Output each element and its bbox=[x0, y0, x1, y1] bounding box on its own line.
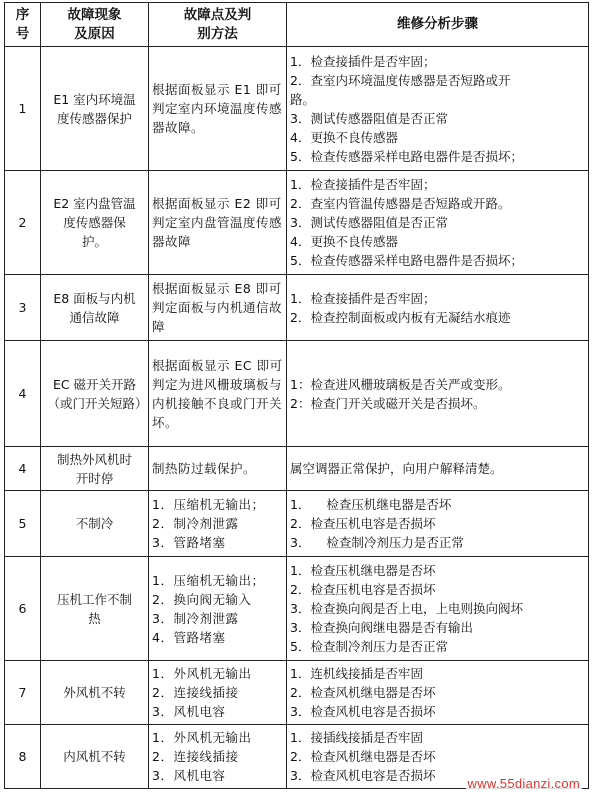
site-watermark: www.55dianzi.com bbox=[467, 776, 580, 791]
judge-line: 2．连接线插接 bbox=[152, 749, 239, 764]
row-symptom: 压机工作不制热 bbox=[41, 557, 149, 661]
row-judge: 根据面板显示 E2 即可判定室内盘管温度传感器故障 bbox=[149, 171, 287, 275]
step-line: 2．查室内环境温度传感器是否短路或开 bbox=[290, 72, 511, 88]
row-symptom: E8 面板与内机通信故障 bbox=[41, 275, 149, 341]
judge-line: 2．连接线插接 bbox=[152, 685, 239, 700]
row-judge: 根据面板显示 E1 即可判定室内环境温度传感器故障。 bbox=[149, 47, 287, 171]
table-row bbox=[5, 171, 589, 275]
row-judge bbox=[149, 557, 287, 661]
header-symptom: 故障现象及原因 bbox=[41, 3, 149, 47]
row-number: 4 bbox=[5, 447, 41, 491]
row-judge bbox=[149, 661, 287, 725]
judge-line: 1．外风机无输出 bbox=[152, 666, 252, 681]
row-symptom: 外风机不转 bbox=[41, 661, 149, 725]
row-judge: 制热防过载保护。 bbox=[149, 447, 287, 491]
step-line: 3．检查风机电容是否损坏 bbox=[290, 704, 436, 719]
table-row bbox=[5, 275, 589, 341]
row-judge bbox=[149, 491, 287, 557]
row-number: 4 bbox=[5, 341, 41, 447]
step-line: 3． 检查制冷剂压力是否正常 bbox=[290, 535, 464, 550]
table-row bbox=[5, 491, 589, 557]
row-steps bbox=[287, 491, 589, 557]
header-steps: 维修分析步骤 bbox=[287, 3, 589, 47]
row-steps bbox=[287, 341, 589, 447]
step-line: 1．检查接插件是否牢固； bbox=[290, 290, 436, 306]
step-line: 1． 检查压机继电器是否坏 bbox=[290, 497, 452, 512]
fault-diagnosis-table bbox=[4, 2, 589, 789]
row-steps bbox=[287, 275, 589, 341]
step-line: 2．检查压机电容是否损坏 bbox=[290, 516, 436, 531]
step-line: 1．检查接插件是否牢固； bbox=[290, 53, 436, 69]
step-line: 1．连机线接插是否牢固 bbox=[290, 666, 423, 681]
judge-line: 3．风机电容 bbox=[152, 768, 226, 783]
row-symptom: EC 磁开关开路（或门开关短路） bbox=[41, 341, 149, 447]
row-judge: 根据面板显示 EC 即可判定为进风栅玻璃板与内机接触不良或门开关坏。 bbox=[149, 341, 287, 447]
step-line: 1：检查进风栅玻璃板是否关严或变形。 bbox=[290, 376, 511, 392]
judge-line: 1．压缩机无输出； bbox=[152, 497, 265, 512]
row-judge: 根据面板显示 E8 即可判定面板与内机通信故障 bbox=[149, 275, 287, 341]
row-symptom: E1 室内环境温度传感器保护 bbox=[41, 47, 149, 171]
step-line: 1．检查接插件是否牢固； bbox=[290, 177, 436, 192]
step-line: 3．检查换向阀是否上电，上电则换向阀坏 bbox=[290, 601, 523, 616]
judge-line: 2．换向阀无输入 bbox=[152, 591, 252, 607]
row-judge bbox=[149, 725, 287, 789]
row-steps bbox=[287, 661, 589, 725]
step-line: 5．检查传感器采样电路电器件是否损坏； bbox=[290, 253, 523, 268]
row-number: 8 bbox=[5, 725, 41, 789]
step-line: 2．检查压机电容是否损坏 bbox=[290, 582, 436, 597]
table-row bbox=[5, 661, 589, 725]
step-line: 2．检查风机继电器是否坏 bbox=[290, 749, 436, 764]
step-line: 2．检查风机继电器是否坏 bbox=[290, 685, 436, 700]
step-line: 5．检查制冷剂压力是否正常 bbox=[290, 639, 448, 654]
table-row bbox=[5, 341, 589, 447]
step-line: 4．更换不良传感器 bbox=[290, 129, 398, 145]
header-judge: 故障点及判别方法 bbox=[149, 3, 287, 47]
step-line: 3．测试传感器阻值是否正常 bbox=[290, 215, 448, 230]
step-line: 属空调器正常保护，向用户解释清楚。 bbox=[290, 461, 503, 476]
judge-line: 3．管路堵塞 bbox=[152, 535, 226, 550]
judge-line: 3．风机电容 bbox=[152, 704, 226, 719]
table-row bbox=[5, 447, 589, 491]
row-number: 2 bbox=[5, 171, 41, 275]
table-row bbox=[5, 47, 589, 171]
judge-line: 3．制冷剂泄露 bbox=[152, 610, 239, 626]
row-symptom: E2 室内盘管温度传感器保护。 bbox=[41, 171, 149, 275]
row-steps bbox=[287, 171, 589, 275]
judge-line: 2．制冷剂泄露 bbox=[152, 516, 239, 531]
table-row bbox=[5, 557, 589, 661]
row-number: 7 bbox=[5, 661, 41, 725]
judge-line: 1．外风机无输出 bbox=[152, 730, 252, 745]
step-line: 2：检查门开关或磁开关是否损坏。 bbox=[290, 395, 486, 411]
step-line: 路。 bbox=[290, 91, 316, 107]
row-number: 3 bbox=[5, 275, 41, 341]
row-symptom: 不制冷 bbox=[41, 491, 149, 557]
row-steps bbox=[287, 47, 589, 171]
judge-line: 1．压缩机无输出； bbox=[152, 572, 265, 588]
judge-line: 4．管路堵塞 bbox=[152, 629, 226, 645]
step-line: 1．接插线接插是否牢固 bbox=[290, 730, 423, 745]
step-line: 3．测试传感器阻值是否正常 bbox=[290, 110, 448, 126]
step-line: 3．检查风机电容是否损坏 bbox=[290, 768, 436, 783]
row-number: 5 bbox=[5, 491, 41, 557]
row-steps bbox=[287, 447, 589, 491]
row-steps bbox=[287, 557, 589, 661]
row-symptom: 制热外风机时开时停 bbox=[41, 447, 149, 491]
step-line: 3．检查换向阀继电器是否有输出 bbox=[290, 620, 473, 635]
step-line: 4．更换不良传感器 bbox=[290, 234, 398, 249]
header-row bbox=[5, 3, 589, 47]
step-line: 2．查室内管温传感器是否短路或开路。 bbox=[290, 196, 511, 211]
row-number: 1 bbox=[5, 47, 41, 171]
row-number: 6 bbox=[5, 557, 41, 661]
header-no: 序号 bbox=[5, 3, 41, 47]
step-line: 2．检查控制面板或内板有无凝结水痕迹 bbox=[290, 309, 511, 325]
step-line: 1．检查压机继电器是否坏 bbox=[290, 563, 436, 578]
row-symptom: 内风机不转 bbox=[41, 725, 149, 789]
step-line: 5．检查传感器采样电路电器件是否损坏； bbox=[290, 148, 523, 164]
